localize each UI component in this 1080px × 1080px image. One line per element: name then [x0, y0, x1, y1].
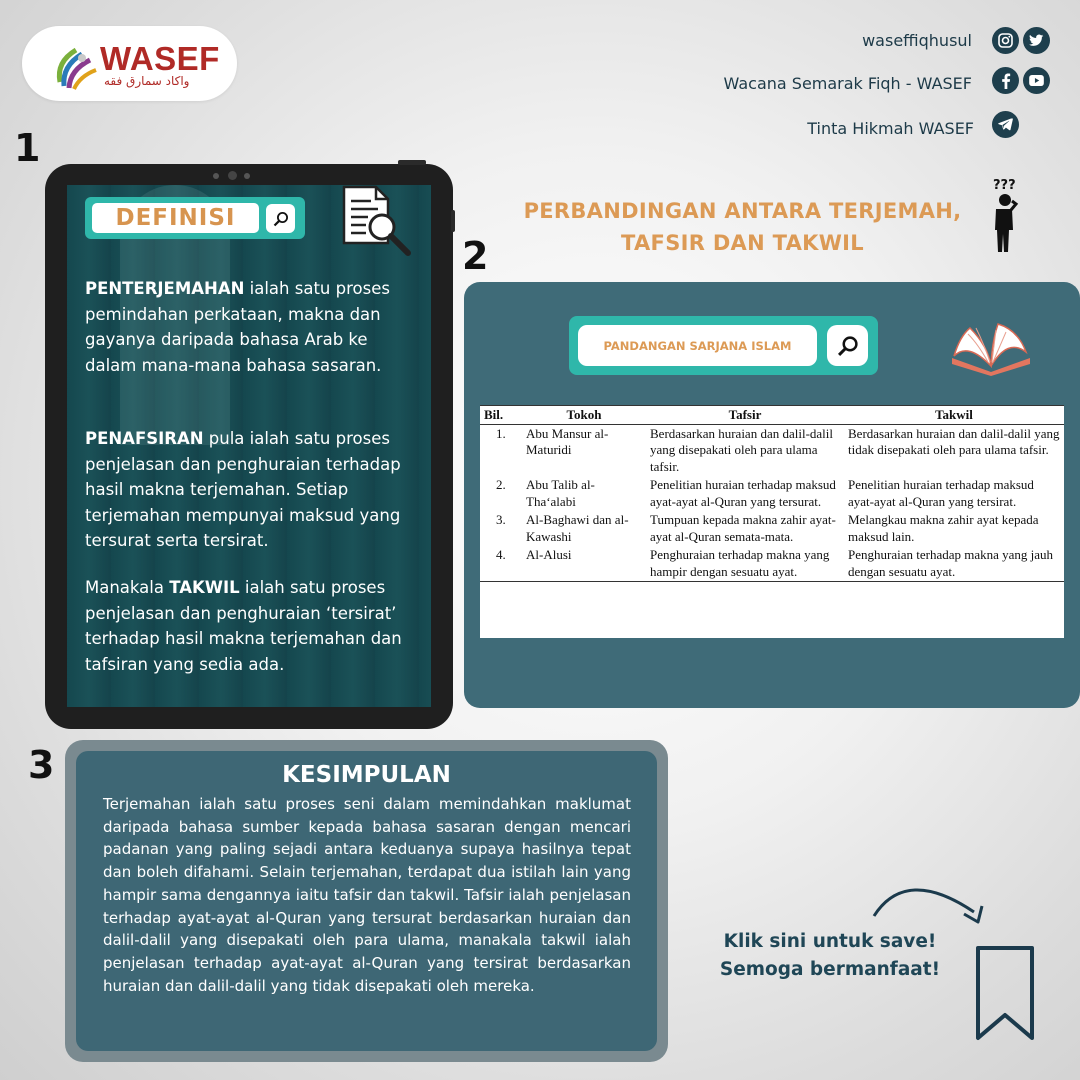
tablet-top-button — [398, 160, 426, 165]
section-number-1: 1 — [14, 126, 41, 170]
social-handle-facebook-youtube[interactable]: Wacana Semarak Fiqh - WASEF — [723, 74, 972, 93]
instagram-icon[interactable] — [992, 27, 1019, 54]
definisi-p3-pre: Manakala — [85, 578, 170, 597]
youtube-icon[interactable] — [1023, 67, 1050, 94]
table-row — [480, 424, 1064, 476]
logo-text: WASEF — [100, 40, 220, 77]
definisi-p3-text: ialah satu proses penjelasan dan penghuraian ‘tersirat’ terhadap hasil makna terjemahan dan tafsiran yang sedia ada. — [85, 578, 402, 674]
social-handle-instagram-twitter[interactable]: waseffiqhusul — [862, 31, 972, 50]
cell-tokoh: Abu Talib al-Tha‘alabi — [526, 477, 595, 509]
term-takwil: TAKWIL — [169, 578, 240, 597]
pandangan-search-button[interactable] — [827, 325, 868, 366]
kesimpulan-title: KESIMPULAN — [282, 762, 451, 788]
logo-subtext: واكاد سمارق فقه — [104, 74, 190, 88]
kesimpulan-body: Terjemahan ialah satu proses seni dalam memindahkan maklumat daripada bahasa sumber kepada bahasa sasaran dengan mencari padanan yang paling sejadi antara keduanya supaya hasilnya tepat dan boleh difahami. Selain terjemahan, terdapat dua istilah lain yang hampir sama dengannya iaitu tafsir dan takwil. Tafsir ialah penjelasan terhadap ayat-ayat al-Quran yang tersurat berdasarkan huraian dan dalil-dalil yang disepakati oleh para ulama, manakala takwil ialah penjelasan terhadap ayat-ayat al-Quran yang tersirat berdasarkan huraian dan dalil-dalil yang tidak disepakati oleh mereka. — [103, 795, 631, 995]
column-header-tafsir: Tafsir — [646, 406, 844, 425]
definisi-p1-text: ialah satu proses pemindahan perkataan, makna dan gayanya daripada bahasa Arab ke dalam mana-mana bahasa sasaran. — [85, 279, 390, 375]
open-book-icon — [948, 316, 1034, 376]
table-row — [480, 476, 1064, 511]
section-number-2: 2 — [462, 234, 489, 278]
cell-takwil: Penelitian huraian terhadap maksud ayat-ayat al-Quran yang tersirat. — [848, 477, 1034, 509]
sarjana-table — [480, 405, 1064, 582]
cell-tokoh: Al-Baghawi dan al-Kawashi — [526, 512, 629, 544]
cell-bil: 2. — [496, 477, 506, 492]
logo-globe-icon — [52, 42, 100, 92]
section-number-3: 3 — [28, 743, 55, 787]
save-line1: Klik sini untuk save! — [723, 931, 937, 952]
cell-bil: 1. — [496, 425, 506, 441]
sarjana-table-container — [480, 405, 1064, 638]
definisi-search-field — [92, 203, 259, 233]
social-handle-telegram[interactable]: Tinta Hikmah WASEF — [807, 119, 974, 138]
tablet-camera — [228, 171, 237, 180]
search-icon — [837, 335, 859, 357]
tablet-camera-dot — [213, 173, 219, 179]
main-title-line1: PERBANDINGAN ANTARA TERJEMAH, — [523, 199, 962, 223]
save-callout[interactable] — [690, 928, 970, 984]
document-search-icon — [338, 183, 414, 257]
definisi-paragraph-takwil — [85, 575, 415, 677]
cell-takwil: Melangkau makna zahir ayat kepada maksud lain. — [848, 512, 1039, 544]
bookmark-icon[interactable] — [975, 945, 1035, 1042]
question-marks: ??? — [993, 178, 1016, 193]
cell-tokoh: Al-Alusi — [522, 546, 646, 582]
telegram-icon[interactable] — [992, 111, 1019, 138]
definisi-title: DEFINISI — [115, 205, 236, 231]
cell-bil: 4. — [480, 546, 522, 582]
cell-tafsir: Penelitian huraian terhadap maksud ayat-ayat al-Quran yang tersurat. — [650, 477, 836, 509]
cell-tokoh: Abu Mansur al-Maturidi — [526, 425, 609, 457]
definisi-paragraph-tafsir — [85, 426, 415, 554]
thinking-person-icon — [990, 192, 1020, 254]
twitter-icon[interactable] — [1023, 27, 1050, 54]
tablet-sensor — [244, 173, 250, 179]
facebook-icon[interactable] — [992, 67, 1019, 94]
definisi-p2-text: pula ialah satu proses penjelasan dan penghuraian terhadap hasil makna terjemahan. Setiap terjemahan mempunyai maksud yang tersurat serta tersirat. — [85, 429, 401, 550]
main-title — [470, 195, 1015, 259]
table-header-row — [480, 406, 1064, 425]
search-icon — [273, 211, 289, 227]
column-header-tokoh: Tokoh — [522, 406, 646, 425]
table-row — [480, 546, 1064, 582]
cell-bil: 3. — [496, 512, 506, 527]
definisi-search-button[interactable] — [266, 204, 295, 233]
cell-tafsir: Berdasarkan huraian dan dalil-dalil yang disepakati oleh para ulama tafsir. — [650, 425, 834, 474]
cell-takwil: Penghuraian terhadap makna yang jauh dengan sesuatu ayat. — [844, 546, 1064, 582]
save-line2: Semoga bermanfaat! — [719, 959, 941, 980]
tablet-side-button — [451, 210, 455, 232]
cell-tafsir: Penghuraian terhadap makna yang hampir dengan sesuatu ayat. — [646, 546, 844, 582]
column-header-takwil: Takwil — [844, 406, 1064, 425]
term-penafsiran: PENAFSIRAN — [85, 429, 204, 448]
column-header-bil: Bil. — [480, 406, 522, 425]
pandangan-label: PANDANGAN SARJANA ISLAM — [603, 338, 792, 353]
curved-arrow-icon — [866, 872, 996, 928]
table-row — [480, 511, 1064, 546]
cell-takwil: Berdasarkan huraian dan dalil-dalil yang tidak disepakati oleh para ulama tafsir. — [848, 425, 1060, 457]
pandangan-search-field — [578, 325, 817, 366]
term-penterjemahan: PENTERJEMAHAN — [85, 279, 245, 298]
cell-tafsir: Tumpuan kepada makna zahir ayat-ayat al-Quran semata-mata. — [650, 512, 836, 544]
definisi-paragraph-terjemahan — [85, 276, 415, 378]
main-title-line2: TAFSIR DAN TAKWIL — [621, 231, 864, 255]
